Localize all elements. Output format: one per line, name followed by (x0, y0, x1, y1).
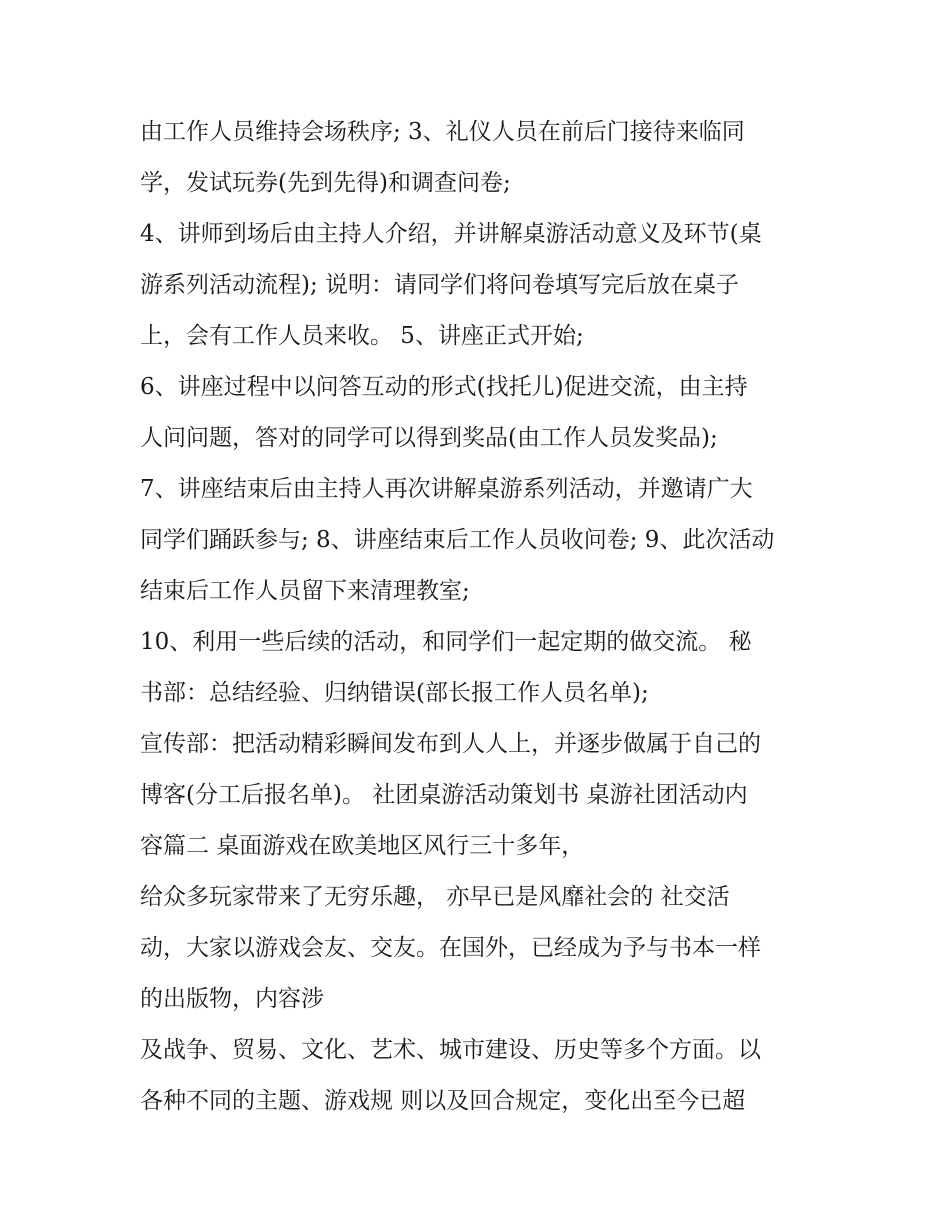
text-line: 游系列活动流程); 说明：请同学们将问卷填写完后放在桌子 (140, 272, 740, 298)
text-line: 博客(分工后报名单)。 社团桌游活动策划书 桌游社团活动内 (140, 782, 748, 808)
text-line: 6、讲座过程中以问答互动的形式(找托儿)促进交流，由主持 (140, 374, 748, 400)
text-line: 的出版物，内容涉 (140, 986, 324, 1012)
text-line: 结束后工作人员留下来清理教室; (140, 578, 470, 604)
text-line: 给众多玩家带来了无穷乐趣， 亦早已是风靡社会的 社交活 (140, 884, 730, 910)
text-line: 学，发试玩券(先到先得)和调查问卷; (140, 170, 511, 196)
text-line: 由工作人员维持会场秩序; 3、礼仪人员在前后门接待来临同 (140, 119, 745, 145)
text-line: 动，大家以游戏会友、交友。在国外，已经成为予与书本一样 (140, 935, 761, 961)
text-line: 及战争、贸易、文化、艺术、城市建设、历史等多个方面。以 (140, 1037, 761, 1063)
text-line: 7、讲座结束后由主持人再次讲解桌游系列活动，并邀请广大 (140, 476, 753, 502)
text-line: 书部：总结经验、归纳错误(部长报工作人员名单); (140, 680, 649, 706)
text-line: 4、讲师到场后由主持人介绍，并讲解桌游活动意义及环节(桌 (140, 221, 762, 247)
text-line: 10、利用一些后续的活动，和同学们一起定期的做交流。 秘 (140, 629, 752, 655)
text-line: 人问问题，答对的同学可以得到奖品(由工作人员发奖品); (140, 425, 718, 451)
text-line: 各种不同的主题、游戏规 则以及回合规定，变化出至今已超 (140, 1088, 746, 1114)
text-line: 容篇二 桌面游戏在欧美地区风行三十多年， (140, 833, 585, 859)
text-line: 同学们踊跃参与; 8、讲座结束后工作人员收问卷; 9、此次活动 (140, 527, 775, 553)
document-body (140, 107, 830, 1127)
text-line: 上，会有工作人员来收。 5、讲座正式开始; (140, 323, 584, 349)
text-line: 宣传部：把活动精彩瞬间发布到人人上，并逐步做属于自己的 (140, 731, 761, 757)
